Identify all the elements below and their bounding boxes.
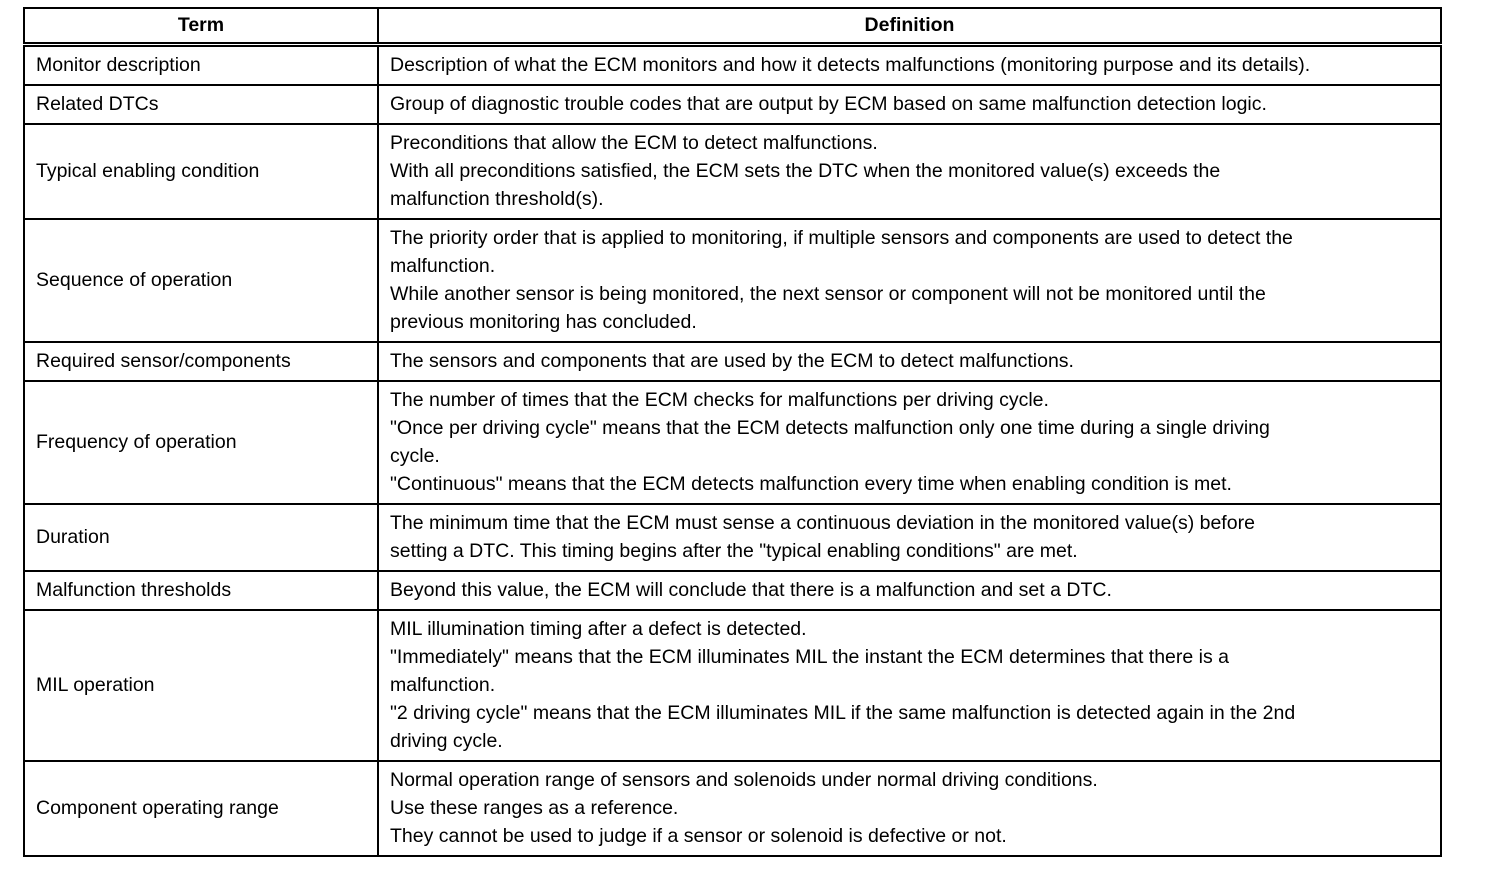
- term-cell: Monitor description: [24, 45, 378, 86]
- definition-cell: [378, 219, 1441, 342]
- table-row: [24, 761, 1441, 856]
- term-cell: Typical enabling condition: [24, 124, 378, 219]
- definition-line: malfunction threshold(s).: [390, 188, 604, 210]
- definition-line: The minimum time that the ECM must sense a continuous deviation in the monitored value(s) before: [390, 512, 1255, 534]
- definition-line: cycle.: [390, 445, 440, 467]
- table-header-row: [24, 8, 1441, 45]
- definition-line: Group of diagnostic trouble codes that are output by ECM based on same malfunction detection logic.: [390, 93, 1267, 115]
- definition-line: "Immediately" means that the ECM illuminates MIL the instant the ECM determines that there is a: [390, 646, 1229, 668]
- definition-line: The sensors and components that are used by the ECM to detect malfunctions.: [390, 350, 1074, 372]
- definition-line: malfunction.: [390, 674, 496, 696]
- term-cell: MIL operation: [24, 610, 378, 761]
- term-cell: Duration: [24, 504, 378, 571]
- table-row: [24, 571, 1441, 610]
- table-body: [24, 45, 1441, 857]
- header-definition: Definition: [378, 8, 1441, 45]
- table-row: [24, 381, 1441, 504]
- definition-line: They cannot be used to judge if a sensor or solenoid is defective or not.: [390, 825, 1007, 847]
- table-row: [24, 342, 1441, 381]
- table-row: [24, 610, 1441, 761]
- definition-cell: [378, 381, 1441, 504]
- definition-line: While another sensor is being monitored, the next sensor or component will not be monitored until the: [390, 283, 1266, 305]
- definition-cell: [378, 504, 1441, 571]
- term-cell: Component operating range: [24, 761, 378, 856]
- definition-line: The priority order that is applied to monitoring, if multiple sensors and components are used to detect the: [390, 227, 1293, 249]
- definition-line: setting a DTC. This timing begins after the "typical enabling conditions" are met.: [390, 540, 1078, 562]
- definition-line: "Continuous" means that the ECM detects malfunction every time when enabling condition is met.: [390, 473, 1232, 495]
- table-row: [24, 504, 1441, 571]
- definition-line: malfunction.: [390, 255, 496, 277]
- terms-definition-table: [23, 7, 1442, 857]
- definition-line: MIL illumination timing after a defect is detected.: [390, 618, 807, 640]
- header-term: Term: [24, 8, 378, 45]
- definition-cell: [378, 124, 1441, 219]
- definition-line: The number of times that the ECM checks for malfunctions per driving cycle.: [390, 389, 1049, 411]
- definition-line: "Once per driving cycle" means that the ECM detects malfunction only one time during a single driving: [390, 417, 1270, 439]
- term-cell: Related DTCs: [24, 85, 378, 124]
- definition-line: Preconditions that allow the ECM to detect malfunctions.: [390, 132, 878, 154]
- definition-line: With all preconditions satisfied, the ECM sets the DTC when the monitored value(s) exceeds the: [390, 160, 1221, 182]
- definition-line: driving cycle.: [390, 730, 503, 752]
- term-cell: Malfunction thresholds: [24, 571, 378, 610]
- definition-cell: [378, 761, 1441, 856]
- definition-cell: [378, 85, 1441, 124]
- definition-line: Use these ranges as a reference.: [390, 797, 679, 819]
- term-cell: Required sensor/components: [24, 342, 378, 381]
- table-row: [24, 45, 1441, 86]
- definition-line: "2 driving cycle" means that the ECM illuminates MIL if the same malfunction is detected again in the 2nd: [390, 702, 1296, 724]
- definition-line: Description of what the ECM monitors and how it detects malfunctions (monitoring purpose and its details).: [390, 54, 1311, 76]
- definition-cell: [378, 610, 1441, 761]
- definition-cell: [378, 342, 1441, 381]
- term-cell: Sequence of operation: [24, 219, 378, 342]
- table-row: [24, 85, 1441, 124]
- definition-line: Normal operation range of sensors and solenoids under normal driving conditions.: [390, 769, 1098, 791]
- definition-line: previous monitoring has concluded.: [390, 311, 697, 333]
- definition-line: Beyond this value, the ECM will conclude that there is a malfunction and set a DTC.: [390, 579, 1112, 601]
- definition-cell: [378, 45, 1441, 86]
- term-cell: Frequency of operation: [24, 381, 378, 504]
- table-row: [24, 219, 1441, 342]
- table-row: [24, 124, 1441, 219]
- definition-cell: [378, 571, 1441, 610]
